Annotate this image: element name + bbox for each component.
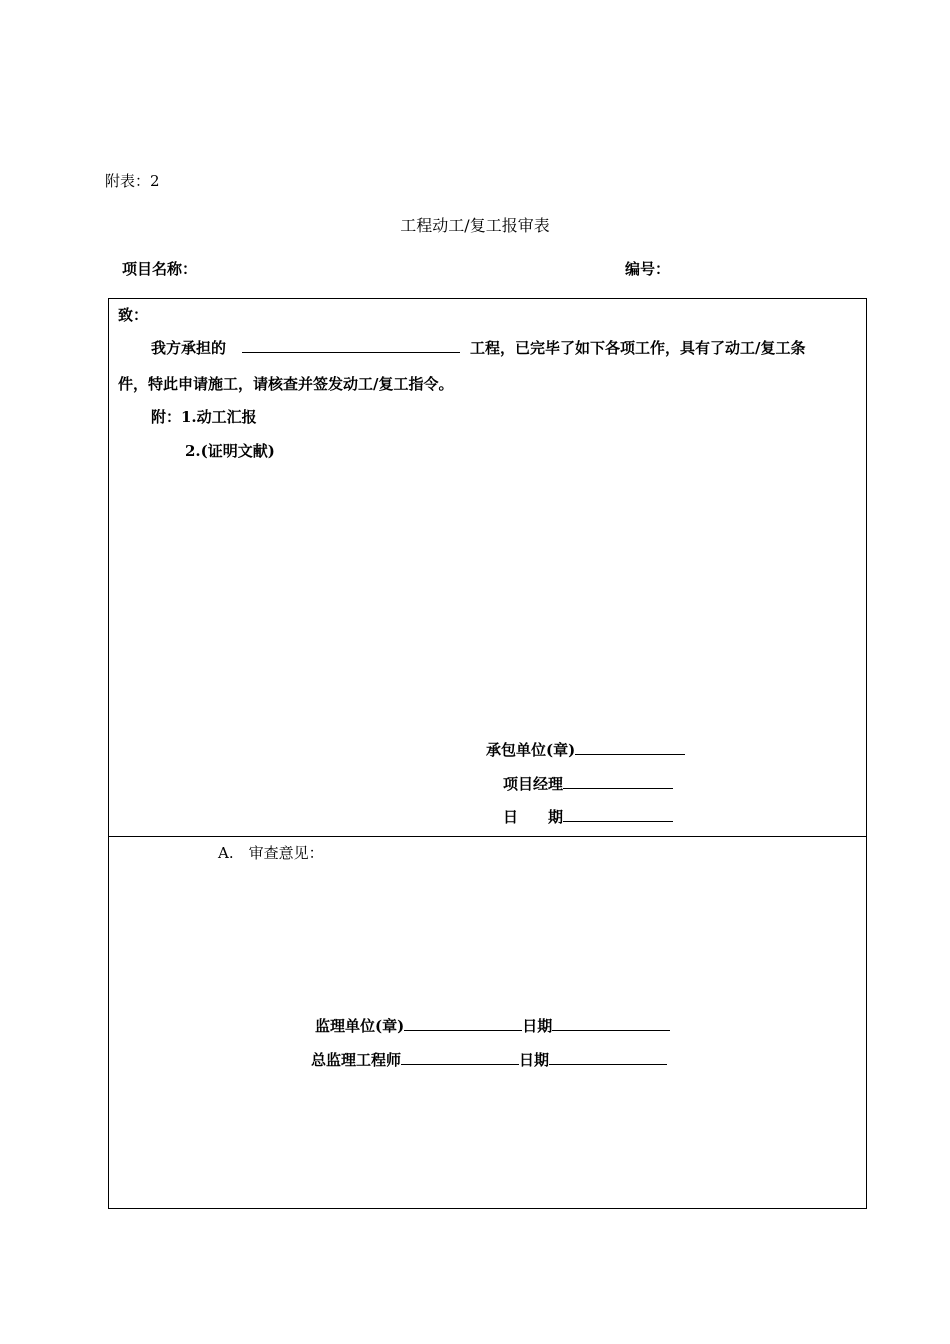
contractor-unit-blank[interactable] [575,739,685,755]
application-line-1 [151,337,806,358]
chief-engineer-date-label: 日期 [519,1051,550,1069]
application-line-2: 件，特此申请施工，请核查并签发动工/复工指令。 [118,375,454,393]
contractor-unit-label: 承包单位(章) [486,741,576,759]
application-date-blank[interactable] [563,806,673,822]
chief-engineer-blank[interactable] [401,1049,519,1065]
appendix-label: 附表：2 [105,172,160,190]
supervision-unit-blank[interactable] [404,1015,522,1031]
line1-suffix: 工程，已完毕了如下各项工作，具有了动工/复工条 [470,339,806,357]
chief-engineer-row [311,1049,667,1070]
contractor-signature-row [486,739,685,760]
project-manager-row [503,773,673,794]
supervision-unit-row [315,1015,670,1036]
supervision-unit-label: 监理单位(章) [315,1017,405,1035]
line1-prefix: 我方承担的 [151,339,227,357]
application-date-row [503,806,673,827]
form-title: 工程动工/复工报审表 [400,216,550,235]
project-manager-label: 项目经理 [503,775,564,793]
supervision-date-blank[interactable] [552,1015,670,1031]
addressee-label: 致： [118,306,149,324]
attachment-2: 2.(证明文献) [185,442,275,460]
chief-engineer-label: 总监理工程师 [311,1051,402,1069]
review-opinion-label: A. 审查意见： [218,844,324,862]
chief-engineer-date-blank[interactable] [549,1049,667,1065]
project-name-label: 项目名称： [122,260,198,278]
project-manager-blank[interactable] [563,773,673,789]
application-date-label: 日 期 [503,808,564,826]
supervision-date-label: 日期 [522,1017,553,1035]
serial-number-label: 编号： [625,260,671,278]
attachment-1: 附：1.动工汇报 [151,408,257,426]
project-name-blank[interactable] [242,337,460,353]
